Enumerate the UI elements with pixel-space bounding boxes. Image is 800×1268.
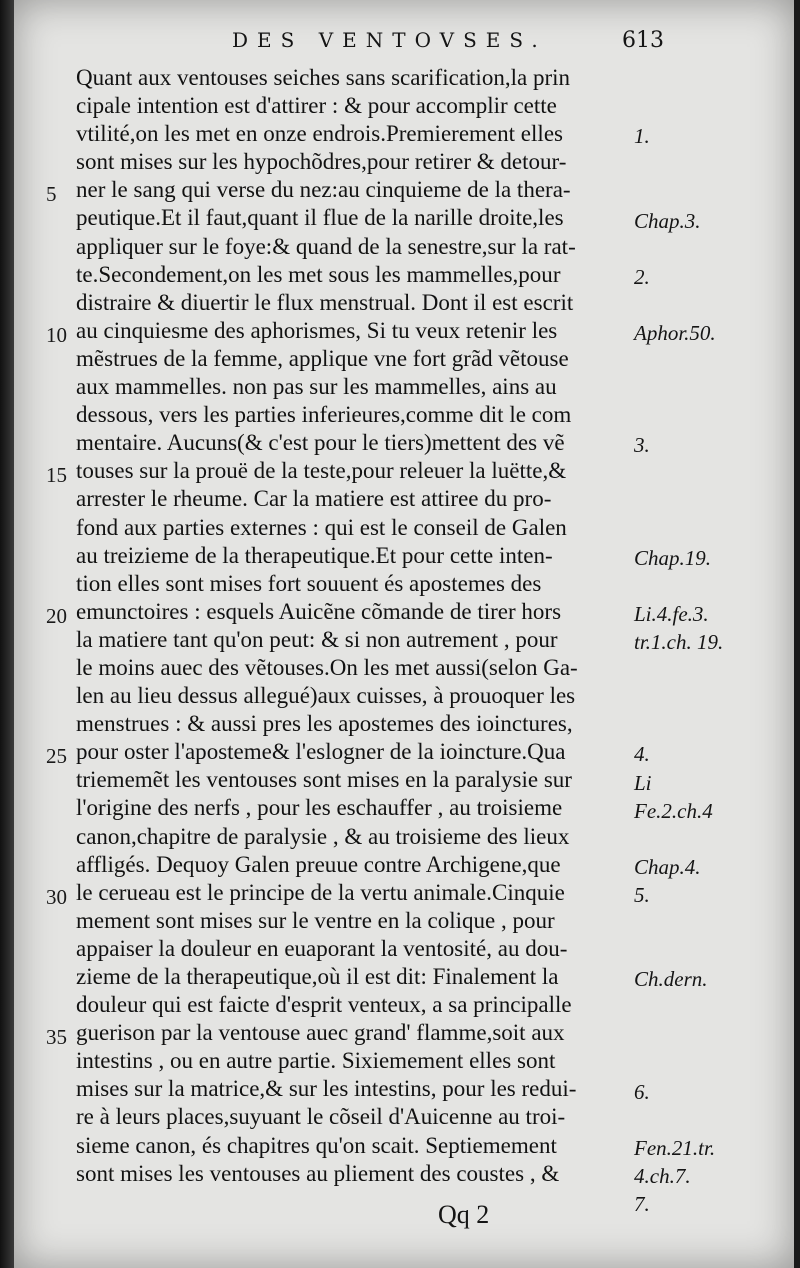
text-line: l'origine des nerfs , pour les eschauffer , au troisieme: [76, 795, 563, 822]
text-line: appaiser la douleur en euaporant la ventosité, au dou-: [76, 935, 568, 962]
text-line: sieme canon, és chapitres qu'on scait. Septiemement: [76, 1132, 557, 1159]
book-page: [14, 0, 794, 1268]
signature-mark: Qq 2: [438, 1200, 490, 1229]
text-line: emunctoires : esquels Auicẽne cõmande de tirer hors: [76, 598, 562, 625]
margin-note: Chap.4.: [634, 854, 701, 879]
text-line: fond aux parties externes : qui est le conseil de Galen: [76, 514, 567, 541]
margin-note: Chap.19.: [634, 545, 712, 570]
line-number: 10: [46, 322, 67, 347]
text-line: canon,chapitre de paralysie , & au troisieme des lieux: [76, 823, 570, 850]
text-line: re à leurs places,suyuant le cõseil d'Auicenne au troi-: [76, 1104, 566, 1131]
text-line: mentaire. Aucuns(& c'est pour le tiers)mettent des vẽ: [76, 430, 565, 457]
margin-note: tr.1.ch. 19.: [634, 630, 724, 654]
margin-note: 2.: [634, 264, 650, 289]
margin-note: Ch.dern.: [634, 967, 708, 992]
margin-note: 4.: [634, 742, 650, 767]
text-line: douleur qui est faicte d'esprit venteux, a sa principalle: [76, 992, 572, 1019]
text-line: aux mammelles. non pas sur les mammelles, ains au: [76, 374, 557, 401]
text-line: menstrues : & aussi pres les apostemes des ioinctures,: [76, 711, 573, 738]
margin-note: 3.: [634, 433, 650, 458]
text-line: cipale intention est d'attirer : & pour accomplir cette: [76, 93, 557, 120]
text-line: pour oster l'aposteme& l'eslogner de la ioincture.Qua: [76, 739, 566, 766]
text-line: le cerueau est le principe de la vertu animale.Cinquie: [76, 879, 565, 906]
text-line: touses sur la prouë de la teste,pour releuer la luëtte,&: [76, 458, 567, 485]
text-line: mement sont mises sur le ventre en la colique , pour: [76, 907, 555, 934]
text-line: au cinquiesme des aphorismes, Si tu veux retenir les: [76, 317, 558, 344]
line-number: 30: [46, 884, 67, 909]
body-text: [76, 64, 646, 1188]
margin-note: Fe.2.ch.4: [634, 798, 713, 823]
line-number: 15: [46, 463, 67, 488]
text-line: distraire & diuertir le flux menstrual. Dont il est escrit: [76, 289, 574, 316]
margin-note: Aphor.50.: [634, 320, 716, 345]
text-line: mẽstrues de la femme, applique vne fort grãd vẽtouse: [76, 345, 569, 372]
running-head: DES VENTOVSES.: [232, 28, 547, 52]
text-line: dessous, vers les parties inferieures,comme dit le com: [76, 402, 572, 429]
text-line: mises sur la matrice,& sur les intestins, pour les redui-: [76, 1076, 577, 1103]
text-line: au treizieme de la therapeutique.Et pour cette inten-: [76, 542, 553, 569]
text-line: triememẽt les ventouses sont mises en la paralysie sur: [76, 767, 572, 794]
margin-note: Li.4.fe.3.: [634, 601, 709, 626]
margin-note: 5.: [634, 882, 650, 907]
margin-note: 1.: [634, 124, 650, 149]
text-line: arrester le rheume. Car la matiere est attiree du pro-: [76, 486, 552, 513]
text-line: ner le sang qui verse du nez:au cinquieme de la thera-: [76, 177, 571, 204]
margin-note: Chap.3.: [634, 208, 701, 233]
text-line: vtilité,on les met en onze endrois.Premierement elles: [76, 121, 563, 148]
margin-note: 7.: [634, 1192, 650, 1216]
page-binding-edge: [0, 0, 14, 1268]
margin-note: Li: [634, 770, 652, 795]
text-line: tion elles sont mises fort souuent és apostemes des: [76, 570, 542, 597]
line-number: 35: [46, 1025, 67, 1050]
text-line: guerison par la ventouse auec grand' flamme,soit aux: [76, 1020, 565, 1047]
margin-note: Fen.21.tr.: [634, 1135, 716, 1160]
text-line: appliquer sur le foye:& quand de la senestre,sur la rat-: [76, 233, 576, 260]
text-line: sont mises les ventouses au pliement des coustes , &: [76, 1160, 560, 1187]
line-number: 5: [46, 182, 57, 207]
text-line: la matiere tant qu'on peut: & si non autrement , pour: [76, 626, 558, 653]
text-line: affligés. Dequoy Galen preuue contre Archigene,que: [76, 851, 561, 878]
text-line: peutique.Et il faut,quant il flue de la narille droite,les: [76, 205, 564, 232]
margin-note: 6.: [634, 1079, 650, 1104]
text-line: te.Secondement,on les met sous les mammelles,pour: [76, 261, 561, 288]
margin-note: 4.ch.7.: [634, 1163, 691, 1188]
text-line: zieme de la therapeutique,où il est dit: Finalement la: [76, 964, 559, 990]
text-line: Quant aux ventouses seiches sans scarification,la prin: [76, 65, 571, 91]
text-line: le moins auec des vẽtouses.On les met aussi(selon Ga-: [76, 654, 578, 681]
text-line: intestins , ou en autre partie. Sixiemement elles sont: [76, 1048, 556, 1075]
page-number: 613: [622, 28, 664, 53]
line-number: 20: [46, 603, 67, 628]
text-line: sont mises sur les hypochõdres,pour retirer & detour-: [76, 149, 567, 176]
text-line: len au lieu dessus allegué)aux cuisses, à prouoquer les: [76, 683, 576, 710]
line-number: 25: [46, 744, 67, 769]
